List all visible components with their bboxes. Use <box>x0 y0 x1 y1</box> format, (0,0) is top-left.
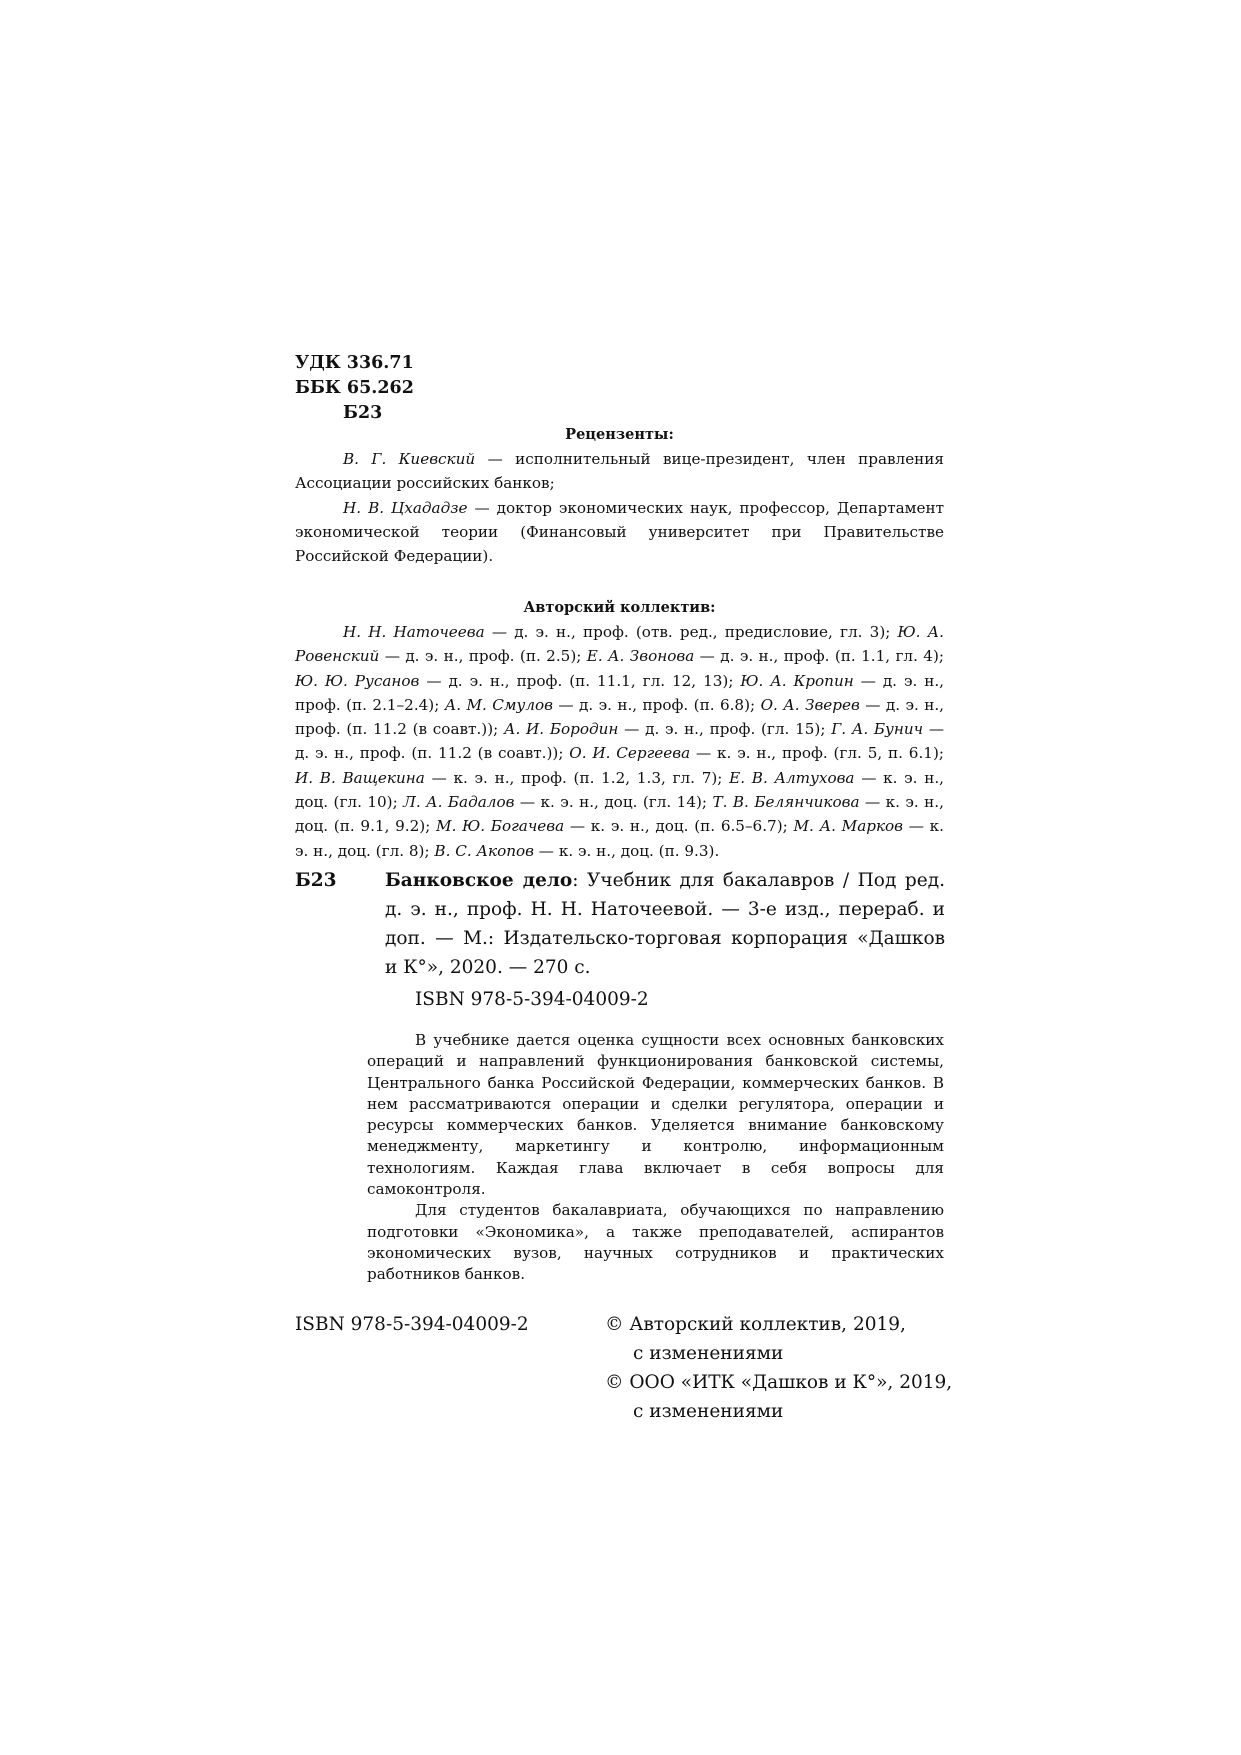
author-name: Ю. Ю. Русанов <box>295 671 420 690</box>
author-name: Ю. А. Кропин <box>740 671 854 690</box>
author-name: Е. А. Звонова <box>586 647 695 666</box>
authors-heading: Авторский коллектив: <box>523 599 716 616</box>
reviewer-name: В. Г. Киевский <box>343 450 476 468</box>
reviewer-details: — исполнительный вице-президент, член правления Ассоциации российских банков; <box>295 450 945 493</box>
author-contribution: — д. э. н., проф. (п. 6.8); <box>552 695 761 714</box>
author-name: О. И. Сергеева <box>569 744 691 763</box>
card-bibliographic-entry <box>385 866 945 982</box>
abstract-paragraph: Для студентов бакалавриата, обучающихся по направлению подготовки «Экономика», а также преподавателей, аспирантов экономических вузов, научных сотрудников и практических работников банков. <box>367 1201 944 1284</box>
author-contribution: — к. э. н., проф. (п. 1.2, 1.3, гл. 7); <box>424 768 730 787</box>
author-contribution: — д. э. н., проф. (п. 11.1, гл. 12, 13); <box>419 671 741 690</box>
author-name: Г. А. Бунич <box>831 720 924 739</box>
author-contribution: — к. э. н., доц. (гл. 8); <box>295 817 944 860</box>
author-name: И. В. Ващекина <box>295 768 425 787</box>
author-contribution: — д. э. н., проф. (гл. 15); <box>618 720 832 739</box>
author-contribution: — к. э. н., доц. (п. 9.3). <box>533 841 720 860</box>
author-contribution: — д. э. н., проф. (п. 1.1, гл. 4); <box>694 647 945 666</box>
copyright-block <box>605 1310 952 1426</box>
abstract-paragraph: В учебнике дается оценка сущности всех основных банковских операций и направлений функционирования банковской системы, Центрального банка Российской Федерации, коммерческих банков. В нем рассматриваются операции и сделки регулятора, операции и ресурсы коммерческих банков. Уделяется внимание банковскому менеджменту, маркетингу и контролю, информационным технологиям. Каждая глава включает в себя вопросы для самоконтроля. <box>367 1031 944 1199</box>
author-name: М. А. Марков <box>793 817 904 836</box>
footer-isbn: ISBN 978-5-394-04009-2 <box>295 1314 529 1335</box>
author-name: Л. А. Бадалов <box>403 793 515 812</box>
reviewer-name: Н. В. Цхададзе <box>343 498 468 517</box>
copyright-line: с изменениями <box>633 1401 784 1422</box>
author-mark: Б23 <box>343 403 383 423</box>
reviewers-heading: Рецензенты: <box>565 426 674 443</box>
copyright-line: © Авторский коллектив, 2019, <box>605 1314 906 1335</box>
reviewer-details: — доктор экономических наук, профессор, Департамент экономической теории (Финансовый университет при Правительстве Российской Федерации). <box>295 498 944 566</box>
abstract <box>367 1030 944 1286</box>
author-name: А. И. Бородин <box>503 720 619 739</box>
author-name: Н. Н. Наточеева <box>343 623 485 641</box>
author-contribution: — д. э. н., проф. (п. 2.1–2.4); <box>295 671 944 714</box>
author-contribution: — к. э. н., доц. (п. 9.1, 9.2); <box>295 793 944 836</box>
bbk-code: ББК 65.262 <box>295 378 414 398</box>
author-contribution: — к. э. н., доц. (п. 6.5–6.7); <box>564 817 794 836</box>
classification-codes <box>295 351 414 426</box>
reviewer-entry <box>295 447 944 496</box>
author-contribution: — д. э. н., проф. (п. 2.5); <box>379 647 587 666</box>
author-contribution: — к. э. н., проф. (гл. 5, п. 6.1); <box>690 744 945 763</box>
authors-section <box>295 596 944 863</box>
card-isbn: ISBN 978-5-394-04009-2 <box>415 989 649 1010</box>
author-name: Е. В. Алтухова <box>729 768 855 787</box>
author-name: А. М. Смулов <box>444 695 553 714</box>
authors-list <box>295 620 944 863</box>
copyright-line: © ООО «ИТК «Дашков и К°», 2019, <box>605 1372 953 1393</box>
book-title: Банковское дело <box>385 870 573 891</box>
author-name: О. А. Зверев <box>760 695 860 714</box>
author-name: М. Ю. Богачева <box>436 817 565 836</box>
author-contribution: — д. э. н., проф. (п. 11.2 (в соавт.)); <box>295 695 944 739</box>
card-code: Б23 <box>295 870 337 891</box>
author-name: Т. В. Белянчикова <box>712 793 860 812</box>
author-name: Ю. А. Ровенский <box>295 623 944 666</box>
author-contribution: — к. э. н., доц. (гл. 14); <box>514 793 713 812</box>
author-contribution: — к. э. н., доц. (гл. 10); <box>295 768 945 812</box>
author-contribution: — д. э. н., проф. (отв. ред., предисловие, гл. 3); <box>484 623 898 641</box>
reviewers-section <box>295 423 944 568</box>
author-name: В. С. Акопов <box>434 841 534 860</box>
udk-code: УДК 336.71 <box>295 353 414 373</box>
author-contribution: — д. э. н., проф. (п. 11.2 (в соавт.)); <box>295 720 945 763</box>
book-description: : Учебник для бакалавров / Под ред. д. э. н., проф. Н. Н. Наточеевой. — 3-е изд., перераб. и доп. — М.: Издательско-торговая корпорация «Дашков и К°», 2020. — 270 с. <box>385 870 945 978</box>
copyright-line: с изменениями <box>633 1343 784 1364</box>
reviewer-entry <box>295 496 944 569</box>
